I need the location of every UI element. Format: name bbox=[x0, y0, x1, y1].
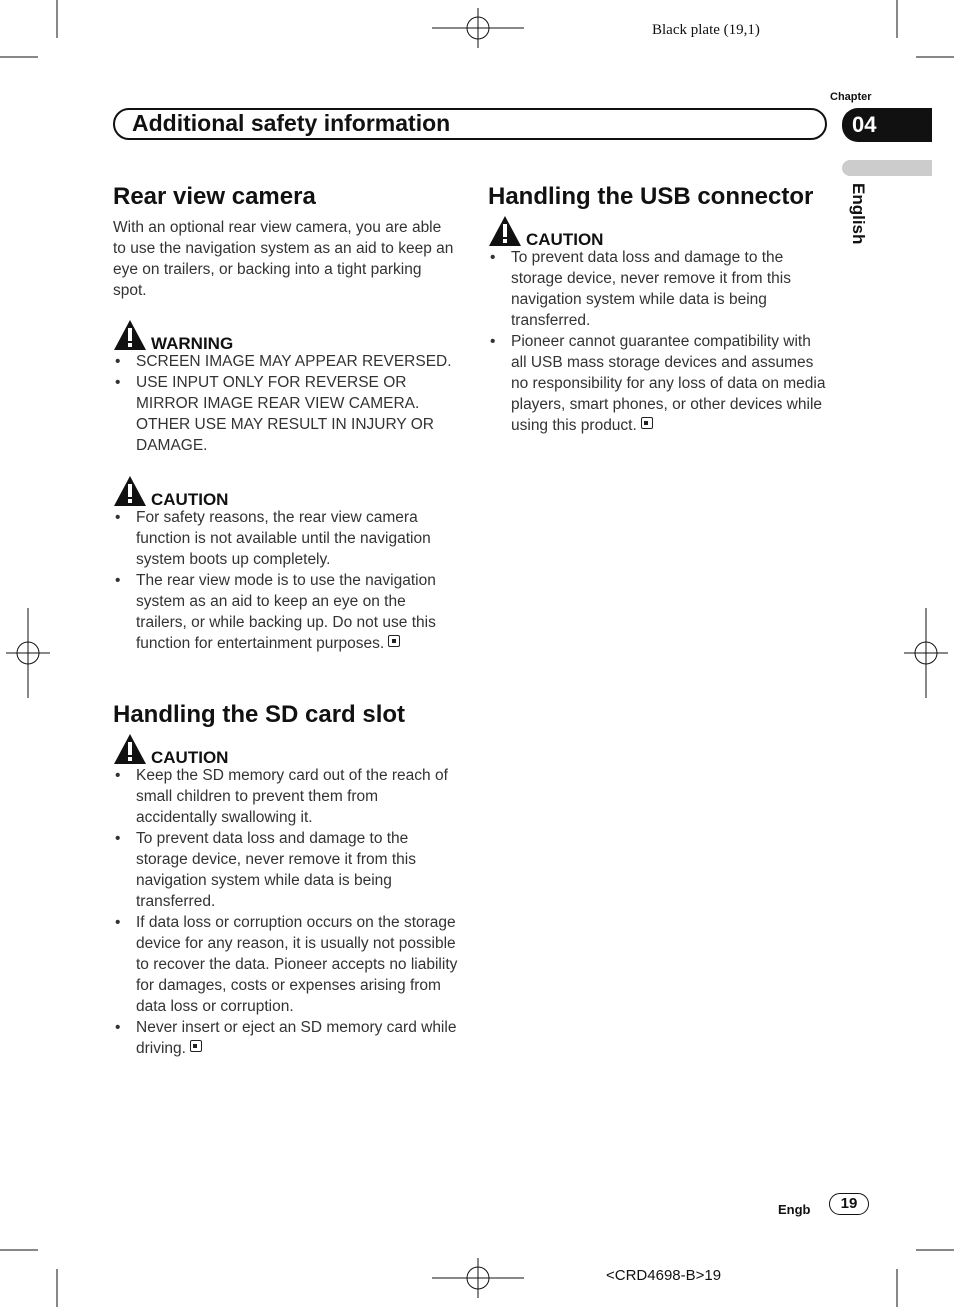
caution-triangle-icon bbox=[113, 475, 147, 507]
list-item: • SCREEN IMAGE MAY APPEAR REVERSED. bbox=[113, 351, 458, 372]
caution-triangle-icon bbox=[113, 733, 147, 765]
section-heading-sd-slot: Handling the SD card slot bbox=[113, 701, 406, 728]
list-item: • To prevent data loss and damage to the storage device, never remove it from this navigation system while data is being transferred. bbox=[488, 247, 828, 331]
caution-triangle-icon bbox=[488, 215, 522, 247]
list-item bbox=[113, 1017, 458, 1059]
list-item-text: Pioneer cannot guarantee compatibility with all USB mass storage devices and assumes no responsibility for any loss of data on media players, smart phones, or other devices while using this product. bbox=[511, 333, 826, 434]
list-item: • If data loss or corruption occurs on the storage device for any reason, it is usually not possible to recover the data. Pioneer accepts no liability for damages, costs or expenses arising from data loss or corruption. bbox=[113, 912, 458, 1017]
list-item-text: The rear view mode is to use the navigation system as an aid to keep an eye on the trailers, or while backing up. Do not use this function for entertainment purposes. bbox=[136, 572, 436, 652]
caution-label: CAUTION bbox=[151, 748, 229, 767]
left-column bbox=[113, 182, 458, 1059]
warning-list bbox=[113, 351, 458, 456]
document-code: <CRD4698-B>19 bbox=[606, 1267, 722, 1284]
end-of-section-icon bbox=[190, 1040, 202, 1052]
plate-label: Black plate (19,1) bbox=[652, 22, 760, 38]
end-of-section-icon bbox=[641, 417, 653, 429]
caution-list bbox=[113, 765, 458, 1059]
chapter-label: Chapter bbox=[830, 91, 872, 103]
section-heading-rear-camera: Rear view camera bbox=[113, 183, 316, 210]
list-item: • USE INPUT ONLY FOR REVERSE OR MIRROR IMAGE REAR VIEW CAMERA. OTHER USE MAY RESULT IN INJURY OR DAMAGE. bbox=[113, 372, 458, 456]
list-item: • To prevent data loss and damage to the storage device, never remove it from this navigation system while data is being transferred. bbox=[113, 828, 458, 912]
end-of-section-icon bbox=[388, 635, 400, 647]
chapter-number: 04 bbox=[842, 108, 932, 142]
list-item bbox=[488, 331, 828, 436]
list-item: • Keep the SD memory card out of the reach of small children to prevent them from accidentally swallowing it. bbox=[113, 765, 458, 828]
caution-list bbox=[113, 507, 458, 654]
warning-triangle-icon bbox=[113, 319, 147, 351]
language-tab bbox=[842, 160, 932, 176]
list-item bbox=[113, 570, 458, 654]
language-label: English bbox=[849, 183, 868, 245]
list-item: • For safety reasons, the rear view camera function is not available until the navigation system boots up completely. bbox=[113, 507, 458, 570]
caution-label: CAUTION bbox=[151, 490, 229, 509]
caution-label: CAUTION bbox=[526, 230, 604, 249]
list-item-text: Never insert or eject an SD memory card while driving. bbox=[136, 1019, 457, 1057]
rear-camera-intro: With an optional rear view camera, you are able to use the navigation system as an aid to keep an eye on trailers, or backing into a tight parking spot. bbox=[113, 219, 454, 299]
footer-language-code: Engb bbox=[778, 1202, 811, 1217]
section-heading-usb: Handling the USB connector bbox=[488, 183, 814, 210]
right-column bbox=[488, 182, 828, 436]
warning-label: WARNING bbox=[151, 334, 234, 353]
caution-list bbox=[488, 247, 828, 436]
page-number: 19 bbox=[829, 1193, 869, 1215]
header-title: Additional safety information bbox=[132, 110, 451, 136]
